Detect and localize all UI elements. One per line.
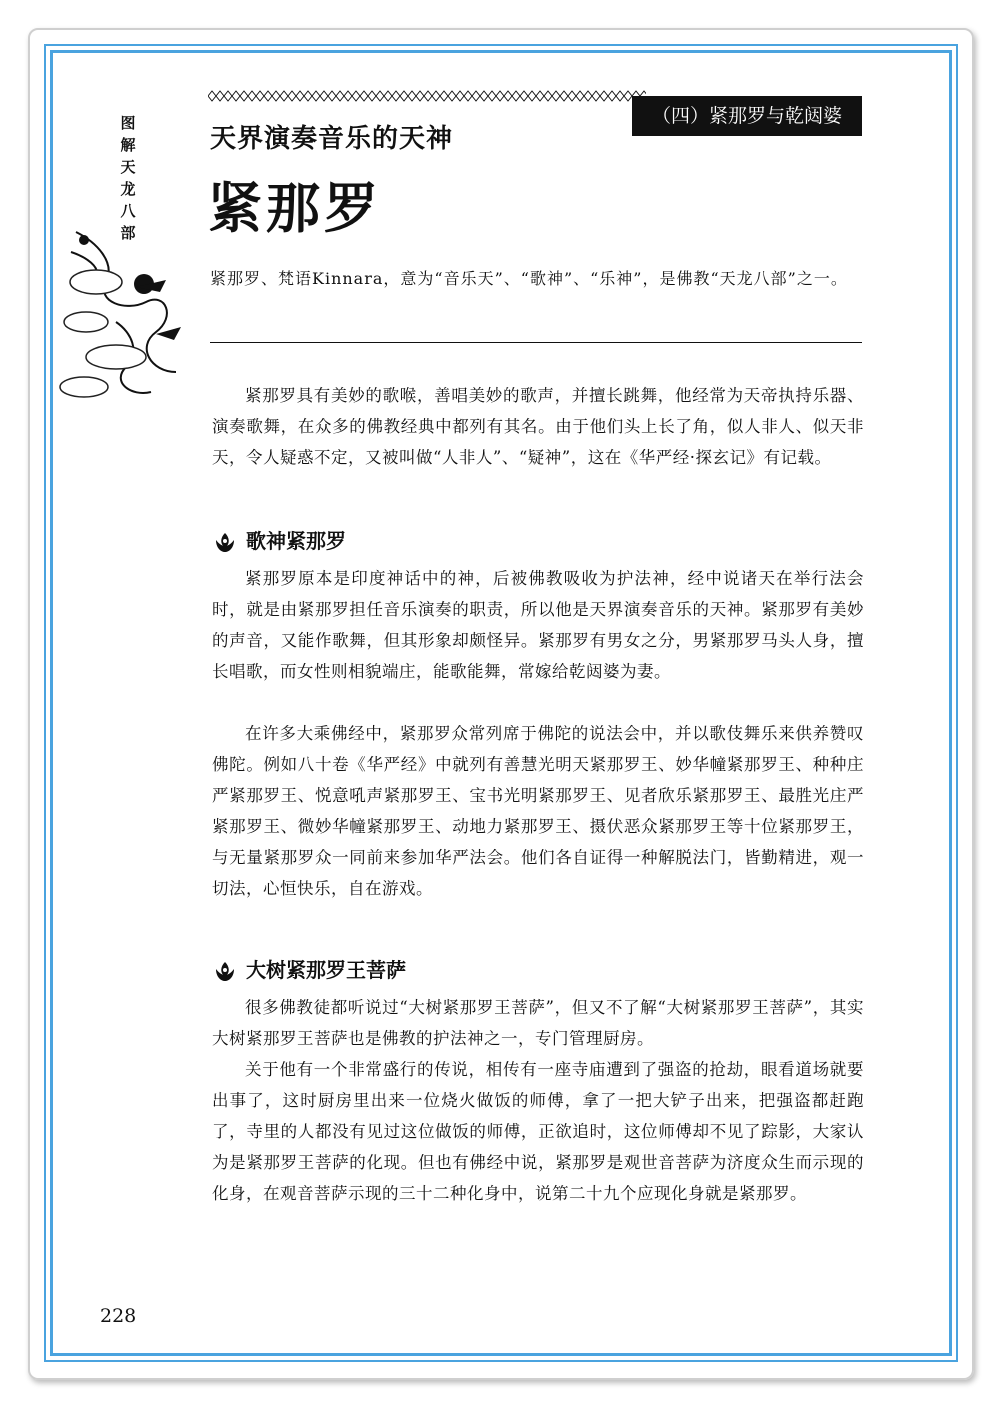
section-heading bbox=[212, 955, 406, 985]
body-paragraph: 很多佛教徒都听说过“大树紧那罗王菩萨”，但又不了解“大树紧那罗王菩萨”，其实大树紧那罗王菩萨也是佛教的护法神之一，专门管理厨房。 bbox=[212, 998, 864, 1048]
decorative-chain-border bbox=[208, 89, 646, 103]
section-heading-text: 歌神紧那罗 bbox=[246, 529, 346, 553]
page-title: 紧那罗 bbox=[208, 177, 382, 240]
page-number: 228 bbox=[100, 1305, 137, 1327]
body-paragraph: 关于他有一个非常盛行的传说，相传有一座寺庙遭到了强盗的抢劫，眼看道场就要出事了，这时厨房里出来一位烧火做饭的师傅，拿了一把大铲子出来，把强盗都赶跑了，寺里的人都没有见过这位做饭的师傅，正欲追时，这位师傅却不见了踪影，大家认为是紧那罗王菩萨的化现。但也有佛经中说，紧那罗是观世音菩萨为济度众生而示现的化身，在观音菩萨示现的三十二种化身中，说第二十九个应现化身就是紧那罗。 bbox=[212, 1060, 864, 1203]
book-title-char: 图 bbox=[120, 114, 136, 132]
lotus-icon bbox=[212, 959, 238, 985]
section-heading bbox=[212, 526, 346, 556]
chapter-badge: （四）紧那罗与乾闼婆 bbox=[632, 96, 862, 136]
divider bbox=[210, 342, 862, 343]
lotus-icon bbox=[212, 530, 238, 556]
book-title-char: 部 bbox=[120, 224, 136, 242]
book-title-char: 天 bbox=[120, 158, 136, 176]
intro-text: 紧那罗、梵语Kinnara，意为“音乐天”、“歌神”、“乐神”，是佛教“天龙八部”之一。 bbox=[210, 269, 848, 288]
book-title-char: 八 bbox=[120, 202, 136, 220]
body-paragraph: 紧那罗具有美妙的歌喉，善唱美妙的歌声，并擅长跳舞，他经常为天帝执持乐器、演奏歌舞，在众多的佛教经典中都列有其名。由于他们头上长了角，似人非人、似天非天，令人疑惑不定，又被叫做“人非人”、“疑神”，这在《华严经·探玄记》有记载。 bbox=[212, 386, 864, 467]
book-title-char: 解 bbox=[120, 136, 136, 154]
section-heading-text: 大树紧那罗王菩萨 bbox=[246, 958, 406, 982]
book-title-char: 龙 bbox=[120, 180, 136, 198]
body-paragraph: 紧那罗原本是印度神话中的神，后被佛教吸收为护法神，经中说诸天在举行法会时，就是由紧那罗担任音乐演奏的职责，所以他是天界演奏音乐的天神。紧那罗有美妙的声音，又能作歌舞，但其形象却颇怪异。紧那罗有男女之分，男紧那罗马头人身，擅长唱歌，而女性则相貌端庄，能歌能舞，常嫁给乾闼婆为妻。 bbox=[212, 569, 864, 681]
dragon-illustration bbox=[56, 222, 206, 412]
body-paragraph: 在许多大乘佛经中，紧那罗众常列席于佛陀的说法会中，并以歌伎舞乐来供养赞叹佛陀。例如八十卷《华严经》中就列有善慧光明天紧那罗王、妙华幢紧那罗王、种种庄严紧那罗王、悦意吼声紧那罗王、宝书光明紧那罗王、见者欣乐紧那罗王、最胜光庄严紧那罗王、微妙华幢紧那罗王、动地力紧那罗王、摄伏恶众紧那罗王等十位紧那罗王，与无量紧那罗众一同前来参加华严法会。他们各自证得一种解脱法门，皆勤精进，观一切法，心恒快乐，自在游戏。 bbox=[212, 724, 864, 898]
page-subtitle: 天界演奏音乐的天神 bbox=[210, 124, 454, 154]
